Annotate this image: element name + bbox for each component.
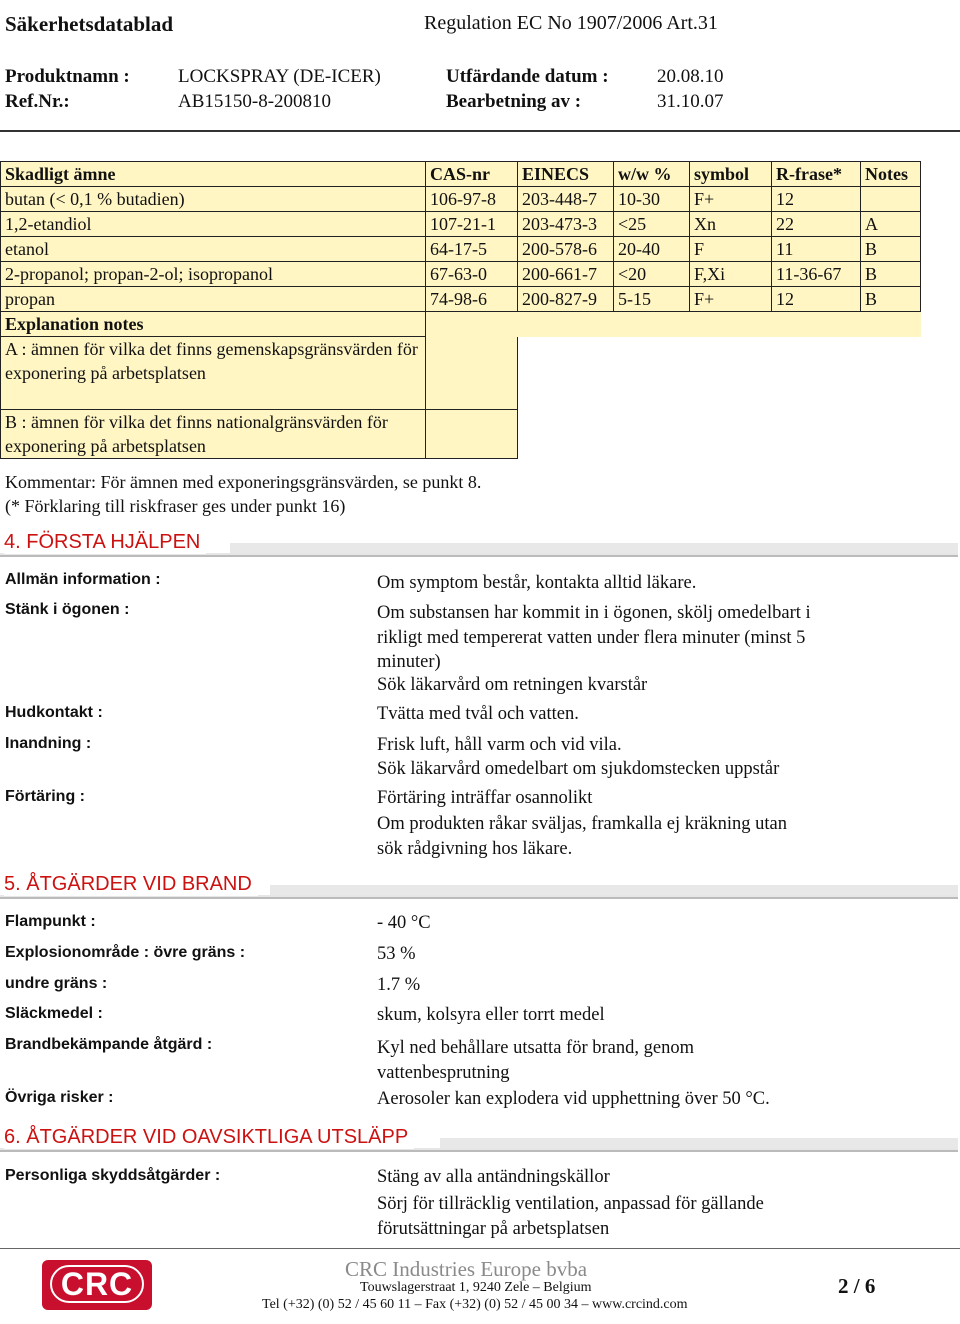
explosion-upper-label: Explosionområde : övre gräns : xyxy=(5,944,246,961)
table-cell: F+ xyxy=(690,187,772,212)
section-5-header xyxy=(0,873,958,899)
general-info-label: Allmän information : xyxy=(5,571,161,588)
explosion-lower-label: undre gräns : xyxy=(5,975,108,992)
table-cell: 203-473-3 xyxy=(518,212,614,237)
table-cell: A xyxy=(861,212,921,237)
table-cell: 11 xyxy=(772,237,861,262)
issue-date-label: Utfärdande datum : xyxy=(446,66,609,87)
table-cell xyxy=(861,187,921,212)
extinguishing-media-text: skum, kolsyra eller torrt medel xyxy=(377,1005,605,1025)
col-header: Notes xyxy=(861,162,921,187)
note-b: B : ämnen för vilka det finns nationalgränsvärden för exponering på arbetsplatsen xyxy=(1,410,426,459)
table-cell: 11-36-67 xyxy=(772,262,861,287)
flash-point-value: - 40 °C xyxy=(377,913,431,933)
flash-point-label: Flampunkt : xyxy=(5,913,96,930)
table-cell: B xyxy=(861,287,921,312)
firefighting-label: Brandbekämpande åtgärd : xyxy=(5,1036,213,1053)
crc-logo xyxy=(42,1260,152,1310)
other-risks-label: Övriga risker : xyxy=(5,1089,114,1106)
section-bar xyxy=(230,543,958,553)
section-bar xyxy=(440,1138,958,1148)
table-row xyxy=(1,262,921,287)
col-header: w/w % xyxy=(614,162,690,187)
eye-contact-label: Stänk i ögonen : xyxy=(5,601,130,618)
table-cell: 12 xyxy=(772,287,861,312)
logo-text: CRC xyxy=(60,1266,134,1302)
table-cell: B xyxy=(861,262,921,287)
inhalation-text-2: Sök läkarvård omedelbart om sjukdomstecken uppstår xyxy=(377,759,780,779)
table-row xyxy=(1,287,921,312)
table-cell: etanol xyxy=(1,237,426,262)
note-b-row xyxy=(1,410,921,459)
table-cell: 200-578-6 xyxy=(518,237,614,262)
table-cell: <20 xyxy=(614,262,690,287)
table-row xyxy=(1,212,921,237)
table-cell: 67-63-0 xyxy=(426,262,518,287)
footer-divider xyxy=(0,1248,960,1249)
general-info-text: Om symptom består, kontakta alltid läkare. xyxy=(377,573,697,593)
company-name: CRC Industries Europe bvba xyxy=(345,1257,588,1281)
ref-number-label: Ref.Nr.: xyxy=(5,91,70,112)
table-cell: 64-17-5 xyxy=(426,237,518,262)
table-cell: <25 xyxy=(614,212,690,237)
risk-phrase-footnote: (* Förklaring till riskfraser ges under punkt 16) xyxy=(5,496,346,516)
inhalation-label: Inandning : xyxy=(5,735,92,752)
table-cell: 200-827-9 xyxy=(518,287,614,312)
firefighting-text: Kyl ned behållare utsatta för brand, genom vattenbesprutning xyxy=(377,1038,694,1083)
table-cell: F,Xi xyxy=(690,262,772,287)
section-bar xyxy=(270,885,958,895)
note-a-row xyxy=(1,337,921,410)
explanation-title: Explanation notes xyxy=(1,312,426,337)
table-header-row xyxy=(1,162,921,187)
empty-cell xyxy=(518,337,921,410)
table-cell: 2-propanol; propan-2-ol; isopropanol xyxy=(1,262,426,287)
table-cell: 1,2-etandiol xyxy=(1,212,426,237)
col-header: R-frase* xyxy=(772,162,861,187)
skin-contact-text: Tvätta med tvål och vatten. xyxy=(377,704,579,724)
explanation-title-row xyxy=(1,312,921,337)
ingestion-label: Förtäring : xyxy=(5,788,85,805)
table-cell: Xn xyxy=(690,212,772,237)
empty-cell xyxy=(426,337,518,410)
inhalation-text: Frisk luft, håll varm och vid vila. xyxy=(377,735,622,755)
page-number: 2 / 6 xyxy=(838,1274,876,1298)
col-header: EINECS xyxy=(518,162,614,187)
issue-date: 20.08.10 xyxy=(657,66,724,87)
document-title: Säkerhetsdatablad xyxy=(5,12,174,36)
personal-protection-text: Stäng av alla antändningskällor xyxy=(377,1167,610,1187)
table-cell: 20-40 xyxy=(614,237,690,262)
explosion-lower-value: 1.7 % xyxy=(377,975,421,995)
ref-number: AB15150-8-200810 xyxy=(178,91,332,112)
eye-contact-text: Om substansen har kommit in i ögonen, skölj omedelbart i rikligt med tempererat vatten under flera minuter (minst 5 minuter) xyxy=(377,603,811,672)
table-cell: 10-30 xyxy=(614,187,690,212)
table-cell: butan (< 0,1 % butadien) xyxy=(1,187,426,212)
note-a: A : ämnen för vilka det finns gemenskapsgränsvärden för exponering på arbetsplatsen xyxy=(1,337,426,410)
section-4-header xyxy=(0,531,958,557)
exposure-comment: Kommentar: För ämnen med exponeringsgränsvärden, se punkt 8. xyxy=(5,472,482,492)
col-header: symbol xyxy=(690,162,772,187)
table-cell: 107-21-1 xyxy=(426,212,518,237)
section-6-header xyxy=(0,1126,958,1152)
table-cell: 22 xyxy=(772,212,861,237)
product-name-label: Produktnamn : xyxy=(5,66,130,87)
table-row xyxy=(1,237,921,262)
skin-contact-label: Hudkontakt : xyxy=(5,704,103,721)
col-header: Skadligt ämne xyxy=(1,162,426,187)
table-cell: F xyxy=(690,237,772,262)
eye-contact-text-2: Sök läkarvård om retningen kvarstår xyxy=(377,675,648,695)
empty-cell xyxy=(426,312,921,337)
section-4-title: 4. FÖRSTA HJÄLPEN xyxy=(4,531,206,554)
product-name: LOCKSPRAY (DE-ICER) xyxy=(178,66,381,87)
header-divider xyxy=(0,130,960,132)
personal-protection-text-2: Sörj för tillräcklig ventilation, anpassad för gällande förutsättningar på arbetsplatsen xyxy=(377,1194,764,1239)
composition-table xyxy=(0,161,921,459)
table-cell: 74-98-6 xyxy=(426,287,518,312)
section-6-title: 6. ÅTGÄRDER VID OAVSIKTLIGA UTSLÄPP xyxy=(4,1126,414,1149)
table-cell: propan xyxy=(1,287,426,312)
ingestion-text: Förtäring inträffar osannolikt xyxy=(377,788,593,808)
personal-protection-label: Personliga skyddsåtgärder : xyxy=(5,1167,221,1184)
explosion-upper-value: 53 % xyxy=(377,944,416,964)
revision-label: Bearbetning av : xyxy=(446,91,582,112)
col-header: CAS-nr xyxy=(426,162,518,187)
table-cell: 12 xyxy=(772,187,861,212)
company-address: Touwslagerstraat 1, 9240 Zele – Belgium xyxy=(360,1280,592,1295)
section-5-title: 5. ÅTGÄRDER VID BRAND xyxy=(4,873,258,896)
table-cell: 200-661-7 xyxy=(518,262,614,287)
other-risks-text: Aerosoler kan explodera vid upphettning över 50 °C. xyxy=(377,1089,770,1109)
table-cell: 203-448-7 xyxy=(518,187,614,212)
table-cell: 106-97-8 xyxy=(426,187,518,212)
extinguishing-media-label: Släckmedel : xyxy=(5,1005,103,1022)
empty-cell xyxy=(518,410,921,459)
table-cell: B xyxy=(861,237,921,262)
regulation-reference: Regulation EC No 1907/2006 Art.31 xyxy=(424,12,718,34)
empty-cell xyxy=(426,410,518,459)
company-contact: Tel (+32) (0) 52 / 45 60 11 – Fax (+32) (0) 52 / 45 00 34 – www.crcind.com xyxy=(262,1297,688,1312)
table-row xyxy=(1,187,921,212)
table-cell: F+ xyxy=(690,287,772,312)
ingestion-text-2: Om produkten råkar sväljas, framkalla ej kräkning utan sök rådgivning hos läkare. xyxy=(377,814,787,859)
table-cell: 5-15 xyxy=(614,287,690,312)
revision-date: 31.10.07 xyxy=(657,91,724,112)
